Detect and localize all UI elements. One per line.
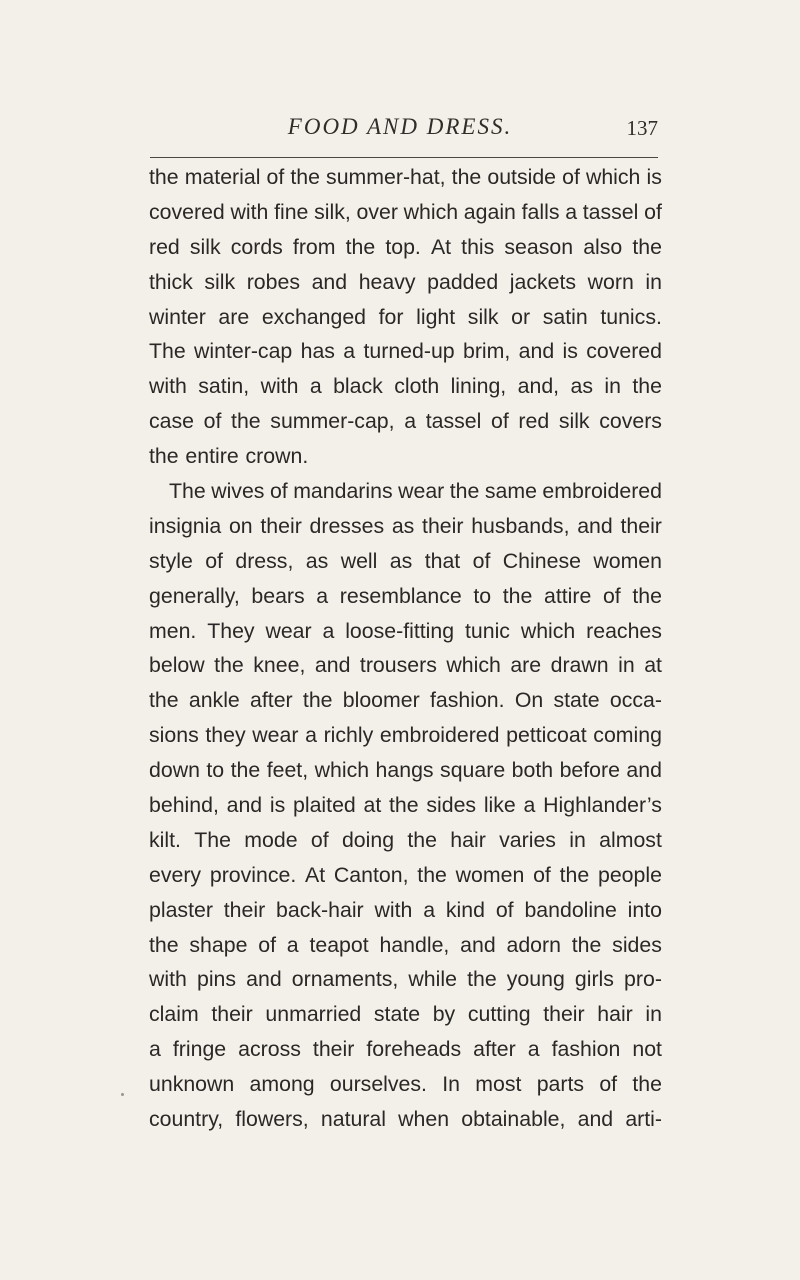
body-text xyxy=(149,160,662,1137)
word: young xyxy=(506,967,565,992)
word: claim xyxy=(149,1002,199,1027)
word: that xyxy=(424,548,461,573)
text-line xyxy=(149,893,662,928)
word: robes xyxy=(246,269,300,294)
word: occa- xyxy=(609,688,662,713)
word: are xyxy=(510,653,542,678)
word: silk xyxy=(558,409,590,434)
word: at xyxy=(363,793,382,818)
word: ourselves. xyxy=(329,1072,427,1097)
text-line xyxy=(149,369,662,404)
word: of xyxy=(644,199,662,224)
word: while xyxy=(408,967,457,992)
word: of xyxy=(258,932,276,957)
word: insignia xyxy=(149,513,222,538)
word: cutting xyxy=(467,1002,531,1027)
word: a xyxy=(523,793,536,818)
word: across xyxy=(238,1037,301,1062)
word: with xyxy=(230,199,269,224)
word: In xyxy=(442,1072,461,1097)
word: as xyxy=(389,548,413,573)
word: sides xyxy=(612,932,662,957)
word: like xyxy=(483,793,516,818)
word: bears xyxy=(251,583,305,608)
word: and xyxy=(460,932,496,957)
word: jackets xyxy=(509,269,577,294)
word: summer-cap, xyxy=(270,409,395,434)
word: pro- xyxy=(624,967,662,992)
word: and xyxy=(314,653,351,678)
word: cords xyxy=(230,234,283,259)
word: flowers, xyxy=(235,1107,309,1132)
word: reaches xyxy=(586,618,662,643)
text-line xyxy=(149,265,662,300)
running-title: FOOD AND DRESS. xyxy=(287,114,513,139)
word: knee, xyxy=(253,653,306,678)
word: in xyxy=(604,374,621,399)
word: every xyxy=(149,862,202,887)
text-line xyxy=(149,579,662,614)
word: sions xyxy=(149,723,199,748)
word: embroidered xyxy=(379,723,500,748)
word: light xyxy=(416,304,456,329)
word: generally, xyxy=(149,583,240,608)
word: which xyxy=(314,758,370,783)
word: petticoat xyxy=(506,723,587,748)
word: a xyxy=(527,1037,540,1062)
word: at xyxy=(644,653,662,678)
word: covered xyxy=(586,339,662,364)
word: or xyxy=(511,304,531,329)
word: a xyxy=(286,932,299,957)
word: of xyxy=(562,165,580,189)
word: fine xyxy=(274,199,309,224)
word: doing xyxy=(341,827,395,852)
word: in xyxy=(618,653,635,678)
text-line xyxy=(149,160,662,195)
word: pins xyxy=(196,967,237,992)
word: ankle xyxy=(188,688,240,713)
word: embroidered xyxy=(542,479,662,504)
word: to xyxy=(206,758,225,783)
word: silk xyxy=(189,234,221,259)
word: again xyxy=(463,199,516,224)
text-line xyxy=(149,334,662,369)
word: of xyxy=(472,548,491,573)
word: a xyxy=(309,374,322,399)
word: foreheads xyxy=(366,1037,462,1062)
word: arti- xyxy=(625,1107,662,1132)
word: wives xyxy=(211,479,265,504)
word: the xyxy=(149,444,179,469)
word: On xyxy=(514,688,544,713)
word: and xyxy=(518,339,555,364)
word: At xyxy=(430,234,452,259)
word: and xyxy=(246,967,282,992)
word: by xyxy=(432,1002,456,1027)
word: sides xyxy=(426,793,477,818)
word: teapot xyxy=(309,932,369,957)
word: Highlander’s xyxy=(543,793,662,818)
word: unmarried xyxy=(265,1002,362,1027)
text-line xyxy=(149,648,662,683)
word: the xyxy=(571,932,602,957)
word: The xyxy=(169,479,206,504)
word: adorn xyxy=(506,932,561,957)
running-head xyxy=(0,114,800,144)
word: in xyxy=(645,269,662,294)
word: of xyxy=(203,409,222,434)
word: brim, xyxy=(462,339,511,364)
word: a xyxy=(565,199,578,224)
word: plaster xyxy=(149,897,213,922)
word: the xyxy=(214,653,244,678)
word: crown. xyxy=(245,444,309,469)
text-line xyxy=(149,230,662,265)
word: they xyxy=(205,723,246,748)
word: case xyxy=(149,409,194,434)
word: and xyxy=(626,758,662,783)
word: the xyxy=(302,688,333,713)
text-line xyxy=(149,683,662,718)
word: lining, xyxy=(450,374,507,399)
word: the xyxy=(290,165,320,189)
word: the xyxy=(632,234,662,259)
text-line xyxy=(149,962,662,997)
word: also xyxy=(583,234,623,259)
word: hair xyxy=(450,827,486,852)
text-line xyxy=(149,439,662,474)
word: their xyxy=(260,513,302,538)
word: province. xyxy=(209,862,297,887)
word: parts xyxy=(536,1072,585,1097)
word: silk xyxy=(467,304,499,329)
word: and, xyxy=(517,374,560,399)
word: a xyxy=(316,583,329,608)
word: silk, xyxy=(314,199,351,224)
word: in xyxy=(569,827,586,852)
word: the xyxy=(502,583,533,608)
word: state xyxy=(373,1002,421,1027)
word: with xyxy=(374,897,413,922)
word: a xyxy=(404,409,417,434)
word: thick xyxy=(149,269,193,294)
word: richly xyxy=(323,723,374,748)
word: the xyxy=(149,932,179,957)
word: turned-up xyxy=(363,339,455,364)
word: a xyxy=(322,618,335,643)
text-line xyxy=(149,509,662,544)
word: covers xyxy=(599,409,662,434)
word: as xyxy=(391,513,415,538)
word: fashion xyxy=(551,1037,621,1062)
word: bloomer xyxy=(342,688,420,713)
word: the xyxy=(345,234,376,259)
word: behind, xyxy=(149,793,219,818)
word: the xyxy=(632,1072,662,1097)
word: the xyxy=(559,862,590,887)
word: the xyxy=(407,827,437,852)
word: square xyxy=(440,758,506,783)
word: after xyxy=(473,1037,516,1062)
word: summer-hat, xyxy=(326,165,446,189)
word: back-hair xyxy=(276,897,364,922)
word: a xyxy=(305,723,317,748)
text-line xyxy=(149,753,662,788)
word: husbands, xyxy=(471,513,570,538)
word: to xyxy=(473,583,492,608)
word: and xyxy=(226,793,263,818)
text-line xyxy=(149,823,662,858)
word: from xyxy=(292,234,336,259)
text-line xyxy=(149,1067,662,1102)
word: coming xyxy=(593,723,662,748)
text-line xyxy=(149,300,662,335)
word: feet, xyxy=(266,758,309,783)
word: of xyxy=(533,862,551,887)
word: a xyxy=(149,1037,161,1062)
word: handle, xyxy=(379,932,450,957)
word: exchanged xyxy=(261,304,367,329)
word: varies xyxy=(499,827,556,852)
text-line xyxy=(149,1102,662,1137)
word: heavy xyxy=(358,269,416,294)
word: is xyxy=(562,339,578,364)
word: most xyxy=(475,1072,522,1097)
word: same xyxy=(484,479,537,504)
text-line xyxy=(149,544,662,579)
text-line xyxy=(149,788,662,823)
word: the xyxy=(149,165,179,189)
word: a xyxy=(423,897,436,922)
word: cloth xyxy=(394,374,440,399)
word: tunics. xyxy=(600,304,662,329)
word: their xyxy=(543,1002,585,1027)
word: a xyxy=(343,339,356,364)
word: the xyxy=(449,479,480,504)
header-rule xyxy=(150,157,658,158)
word: below xyxy=(149,653,205,678)
word: The xyxy=(194,827,231,852)
word: after xyxy=(250,688,293,713)
word: They xyxy=(207,618,255,643)
text-line xyxy=(149,928,662,963)
word: satin xyxy=(542,304,588,329)
word: not xyxy=(632,1037,662,1062)
word: dress, xyxy=(235,548,294,573)
text-line xyxy=(149,997,662,1032)
word: is xyxy=(646,165,662,189)
word: top. xyxy=(385,234,421,259)
word: the xyxy=(149,688,179,713)
word: of xyxy=(205,548,223,573)
word: has xyxy=(300,339,335,364)
word: their xyxy=(223,897,266,922)
word: and xyxy=(577,513,613,538)
text-line xyxy=(149,474,662,509)
word: which xyxy=(520,618,576,643)
word: falls xyxy=(521,199,560,224)
word: entire xyxy=(185,444,239,469)
word: At xyxy=(305,862,326,887)
word: of xyxy=(269,479,288,504)
word: in xyxy=(645,1002,662,1027)
word: are xyxy=(218,304,250,329)
text-line xyxy=(149,195,662,230)
word: the xyxy=(451,165,482,189)
word: for xyxy=(378,304,404,329)
word: covered xyxy=(149,199,225,224)
word: mode xyxy=(244,827,298,852)
word: ornaments, xyxy=(291,967,399,992)
word: as xyxy=(570,374,593,399)
word: over xyxy=(356,199,398,224)
word: as xyxy=(305,548,329,573)
word: state xyxy=(553,688,600,713)
word: both xyxy=(511,758,554,783)
word: their xyxy=(422,513,464,538)
word: kind xyxy=(445,897,485,922)
word: loose-fitting xyxy=(345,618,455,643)
word: dresses xyxy=(309,513,385,538)
word: outside xyxy=(487,165,557,189)
word: tassel xyxy=(425,409,482,434)
word: of xyxy=(599,1072,618,1097)
word: season xyxy=(504,234,574,259)
word: silk xyxy=(204,269,236,294)
word: their xyxy=(211,1002,253,1027)
word: of xyxy=(495,897,514,922)
word: winter-cap xyxy=(194,339,293,364)
word: when xyxy=(398,1107,450,1132)
word: tunic xyxy=(464,618,510,643)
word: with xyxy=(260,374,299,399)
word: which xyxy=(446,653,501,678)
page-number: 137 xyxy=(626,116,658,140)
word: padded xyxy=(427,269,499,294)
word: trousers xyxy=(359,653,437,678)
word: the xyxy=(231,409,261,434)
word: black xyxy=(333,374,383,399)
word: and xyxy=(577,1107,614,1132)
word: bandoline xyxy=(524,897,617,922)
word: plaited xyxy=(293,793,356,818)
word: fashion. xyxy=(429,688,505,713)
word: Chinese xyxy=(502,548,581,573)
word: which xyxy=(403,199,459,224)
text-line xyxy=(149,614,662,649)
word: of xyxy=(602,583,621,608)
word: women xyxy=(455,862,525,887)
word: kilt. xyxy=(149,827,181,852)
word: fringe xyxy=(172,1037,227,1062)
word: the xyxy=(467,967,497,992)
word: wear xyxy=(398,479,445,504)
word: wear xyxy=(265,618,312,643)
word: winter xyxy=(149,304,206,329)
text-line xyxy=(149,718,662,753)
word: attire xyxy=(543,583,592,608)
word: the xyxy=(389,793,419,818)
word: with xyxy=(149,374,187,399)
word: country, xyxy=(149,1107,224,1132)
word: this xyxy=(461,234,495,259)
word: Canton, xyxy=(333,862,409,887)
word: hangs xyxy=(375,758,434,783)
word: of xyxy=(266,165,285,189)
word: before xyxy=(559,758,620,783)
word: and xyxy=(311,269,348,294)
word: shape xyxy=(189,932,248,957)
word: satin, xyxy=(198,374,250,399)
word: hair xyxy=(597,1002,633,1027)
margin-speck xyxy=(121,1093,124,1096)
word: women xyxy=(593,548,662,573)
word: style xyxy=(149,548,193,573)
text-line xyxy=(149,1032,662,1067)
word: their xyxy=(620,513,662,538)
word: drawn xyxy=(550,653,609,678)
word: their xyxy=(312,1037,355,1062)
word: material xyxy=(184,165,261,189)
word: unknown xyxy=(149,1072,235,1097)
word: the xyxy=(632,374,662,399)
word: into xyxy=(627,897,662,922)
word: The xyxy=(149,339,186,364)
word: of xyxy=(310,827,329,852)
word: is xyxy=(269,793,286,818)
text-line xyxy=(149,404,662,439)
word: red xyxy=(149,234,180,259)
word: red xyxy=(518,409,550,434)
word: of xyxy=(490,409,509,434)
word: people xyxy=(597,862,662,887)
word: on xyxy=(228,513,253,538)
word: the xyxy=(417,862,447,887)
text-line xyxy=(149,858,662,893)
word: which xyxy=(585,165,641,189)
word: almost xyxy=(599,827,662,852)
word: girls xyxy=(574,967,614,992)
word: down xyxy=(149,758,200,783)
word: tassel xyxy=(582,199,639,224)
word: wear xyxy=(252,723,299,748)
word: worn xyxy=(587,269,634,294)
word: mandarins xyxy=(293,479,393,504)
word: among xyxy=(249,1072,315,1097)
word: men. xyxy=(149,618,197,643)
word: natural xyxy=(320,1107,386,1132)
word: the xyxy=(632,583,662,608)
word: well xyxy=(340,548,378,573)
word: with xyxy=(149,967,187,992)
word: obtainable, xyxy=(461,1107,566,1132)
word: the xyxy=(230,758,261,783)
word: resemblance xyxy=(339,583,462,608)
